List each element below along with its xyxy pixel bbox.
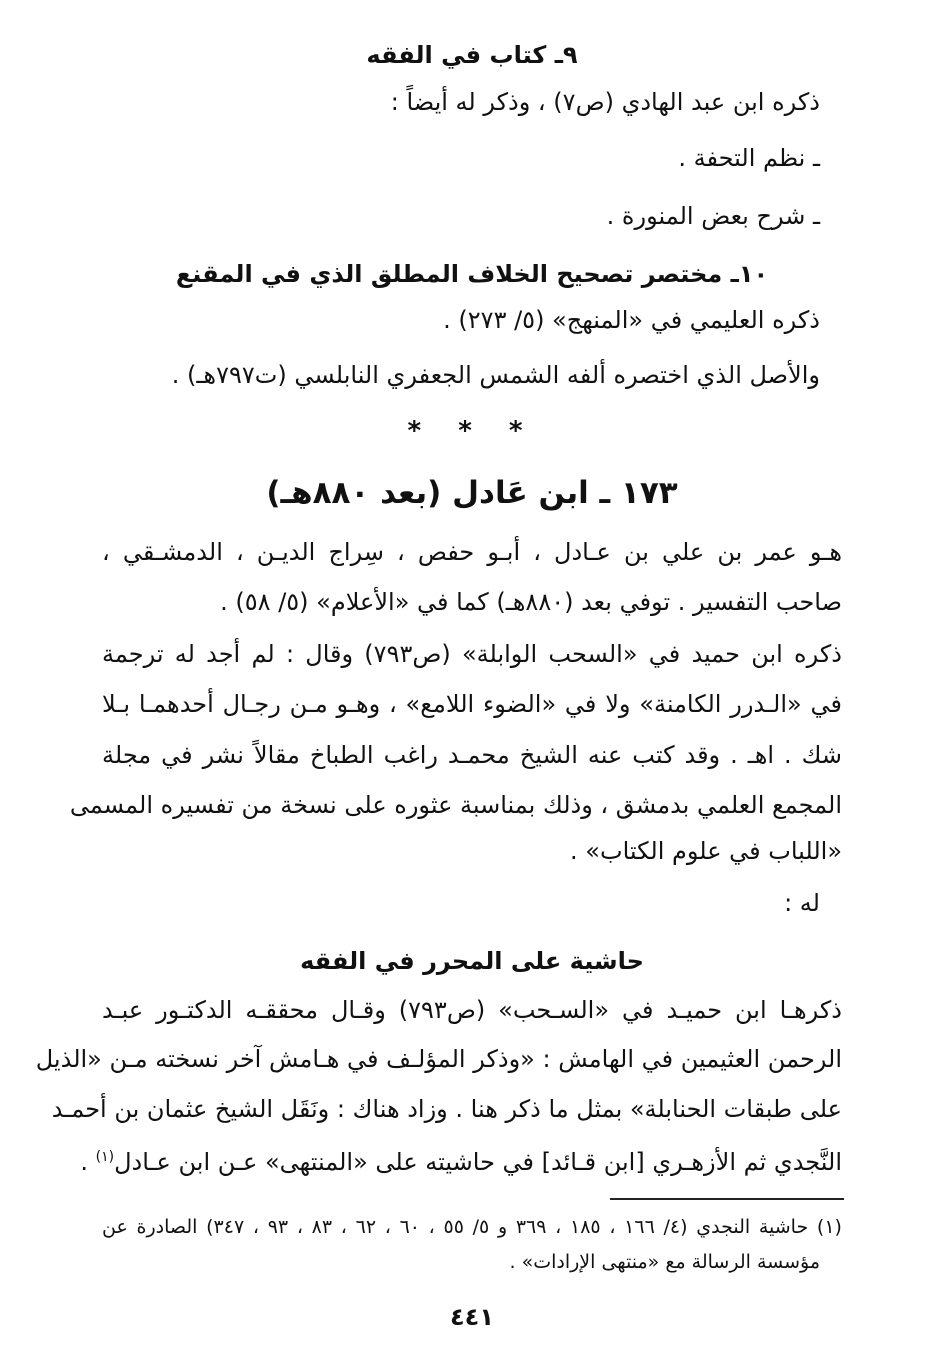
footnote-reference[interactable]: (١) [95,1149,115,1165]
paragraph-line: ذكره ابن حميد في «السحب الوابلة» (ص٧٩٣) وقال : لم أجد له ترجمة [102,640,842,668]
section-heading-10: ١٠ـ مختصر تصحيح الخلاف المطلق الذي في المقنع [175,260,769,288]
footnote-line: (١) حاشية النجدي (٤/ ١٦٦ ، ١٨٥ ، ٣٦٩ و ٥/ ٥٥ ، ٦٠ ، ٦٢ ، ٨٣ ، ٩٣ ، ٣٤٧) الصادرة عن [102,1216,842,1238]
paragraph-line: شك . اهـ . وقد كتب عنه الشيخ محمـد راغب الطباخ مقالاً نشر في مجلة [102,741,842,769]
paragraph-text: النَّجدي ثم الأزهـري [ابن قـائد] في حاشيته على «المنتهى» عـن ابن عـادل [114,1148,842,1176]
paragraph-line: ذكرهـا ابن حميـد في «السـحب» (ص٧٩٣) وقـال محققـه الدكتـور عبـد [102,996,842,1024]
section-heading-9: ٩ـ كتاب في الفقه [366,41,578,69]
paragraph-line: المجمع العلمي بدمشق ، وذلك بمناسبة عثوره على نسخة من تفسيره المسمى [69,791,842,819]
list-item: ـ نظم التحفة . [678,144,820,172]
list-item: ـ شرح بعض المنورة . [606,202,820,230]
body-line: ذكره العليمي في «المنهج» (٥/ ٢٧٣) . [443,306,820,334]
footnote-divider [610,1198,844,1200]
works-label: له : [784,889,820,917]
paragraph-line: «اللباب في علوم الكتاب» . [570,837,842,865]
section-separator: * * * [407,416,537,446]
paragraph-line: هـو عمر بن علي بن عـادل ، أبـو حفص ، سِراج الديـن ، الدمشـقي ، [102,538,842,566]
entry-title: ١٧٣ ـ ابن عَادل (بعد ٨٨٠هـ) [266,475,678,511]
body-line: والأصل الذي اختصره ألفه الشمس الجعفري النابلسي (ت٧٩٧هـ) . [171,361,820,389]
paragraph-text: . [80,1148,88,1176]
paragraph-line: في «الـدرر الكامنة» ولا في «الضوء اللامع» ، وهـو مـن رجـال أحدهمـا بـلا [102,690,842,718]
page-number: ٤٤١ [450,1303,494,1331]
work-heading: حاشية على المحرر في الفقه [300,947,644,975]
paragraph-line: صاحب التفسير . توفي بعد (٨٨٠هـ) كما في «الأعلام» (٥/ ٥٨) . [220,588,842,616]
paragraph-line-with-footnote [80,1140,842,1179]
footnote-line: مؤسسة الرسالة مع «منتهى الإرادات» . [509,1251,820,1273]
body-line: ذكره ابن عبد الهادي (ص٧) ، وذكر له أيضاً : [390,88,820,116]
paragraph-line: على طبقات الحنابلة» بمثل ما ذكر هنا . وزاد هناك : ونَقَل الشيخ عثمان بن أحمـد [51,1095,842,1123]
paragraph-line: الرحمن العثيمين في الهامش : «وذكر المؤلـف في هـامش آخر نسخته مـن «الذيل [35,1045,842,1073]
